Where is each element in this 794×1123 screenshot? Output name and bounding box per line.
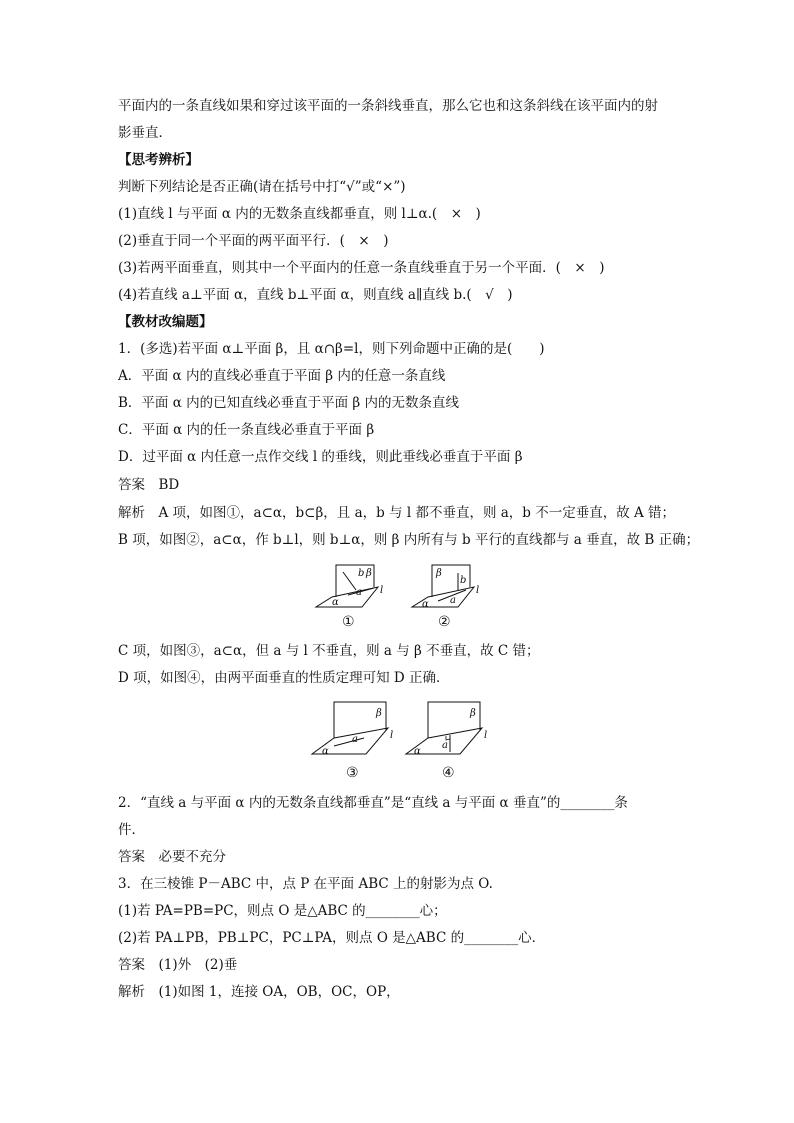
figure-3	[308, 698, 400, 764]
text-line: (3)若两平面垂直，则其中一个平面内的任意一条直线垂直于另一个平面．( × )	[118, 260, 605, 276]
section-heading: 【思考辨析】	[118, 152, 199, 168]
text-line: 影垂直．	[118, 125, 172, 141]
option-a: A．平面 α 内的直线必垂直于平面 β 内的任意一条直线	[118, 368, 446, 384]
answer-3: 答案 (1)外 (2)垂	[118, 957, 238, 973]
svg-text:α: α	[422, 599, 429, 610]
svg-text:β: β	[470, 708, 476, 719]
svg-text:b: b	[460, 575, 467, 586]
svg-text:α: α	[322, 746, 329, 757]
option-d: D．过平面 α 内任意一点作交线 l 的垂线，则此垂线必垂直于平面 β	[118, 449, 523, 465]
analysis-line: D 项，如图④，由两平面垂直的性质定理可知 D 正确．	[118, 670, 450, 686]
figure-1-caption: ①	[342, 614, 355, 630]
question-3-part-2: (2)若 PA⊥PB，PB⊥PC，PC⊥PA，则点 O 是△ABC 的________心．	[118, 930, 546, 946]
question-2: 2．“直线 a 与平面 α 内的无数条直线都垂直”是“直线 a 与平面 α 垂直”的________条	[118, 795, 628, 811]
answer-2: 答案 必要不充分	[118, 849, 226, 865]
option-b: B．平面 α 内的已知直线必垂直于平面 β 内的无数条直线	[118, 395, 460, 411]
analysis-line: C 项，如图③，a⊂α，但 a 与 l 不垂直，则 a 与 β 不垂直，故 C 错；	[118, 643, 540, 659]
svg-text:b: b	[358, 568, 365, 579]
text-line: 判断下列结论是否正确(请在括号中打“√”或“×”)	[118, 179, 406, 195]
svg-text:β: β	[376, 708, 382, 719]
svg-text:l: l	[476, 585, 480, 596]
figure-3-caption: ③	[346, 765, 359, 781]
text-line: (2)垂直于同一个平面的两平面平行．( × )	[118, 233, 389, 249]
svg-text:l: l	[484, 730, 488, 741]
svg-text:β: β	[436, 568, 442, 579]
svg-text:α: α	[332, 597, 339, 608]
svg-text:a: a	[442, 740, 448, 751]
question-3: 3．在三棱锥 P－ABC 中，点 P 在平面 ABC 上的射影为点 O.	[118, 876, 493, 892]
figure-2	[408, 561, 488, 613]
question-1: 1．(多选)若平面 α⊥平面 β，且 α∩β=l，则下列命题中正确的是( )	[118, 341, 545, 357]
text-line: (4)若直线 a⊥平面 α，直线 b⊥平面 α，则直线 a∥直线 b.( √ )	[118, 287, 513, 303]
svg-text:l: l	[380, 585, 384, 596]
svg-text:α: α	[414, 746, 421, 757]
svg-text:a: a	[356, 587, 362, 598]
text-line: (1)直线 l 与平面 α 内的无数条直线都垂直，则 l⊥α.( × )	[118, 206, 481, 222]
text-line: 件．	[118, 822, 145, 838]
analysis-line: 解析 (1)如图 1，连接 OA，OB，OC，OP，	[118, 984, 400, 1000]
section-heading: 【教材改编题】	[118, 314, 213, 330]
figure-4-caption: ④	[442, 765, 455, 781]
analysis-line: 解析 A 项，如图①，a⊂α，b⊂β，且 a，b 与 l 都不垂直，则 a，b 不一定垂直，故 A 错；	[118, 505, 676, 521]
svg-text:a: a	[450, 595, 456, 606]
answer-1: 答案 BD	[118, 477, 180, 493]
analysis-line: B 项，如图②，a⊂α，作 b⊥l，则 b⊥α，则 β 内所有与 b 平行的直线都与 a 垂直，故 B 正确；	[118, 532, 700, 548]
figure-1	[312, 561, 392, 613]
svg-text:a: a	[352, 734, 358, 745]
question-3-part-1: (1)若 PA=PB=PC，则点 O 是△ABC 的________心；	[118, 903, 447, 919]
option-c: C．平面 α 内的任一条直线必垂直于平面 β	[118, 422, 375, 438]
figure-4	[402, 698, 494, 764]
figure-2-caption: ②	[438, 614, 451, 630]
svg-text:l: l	[390, 730, 394, 741]
svg-text:β: β	[366, 568, 372, 579]
text-line: 平面内的一条直线如果和穿过该平面的一条斜线垂直，那么它也和这条斜线在该平面内的射	[118, 98, 658, 114]
